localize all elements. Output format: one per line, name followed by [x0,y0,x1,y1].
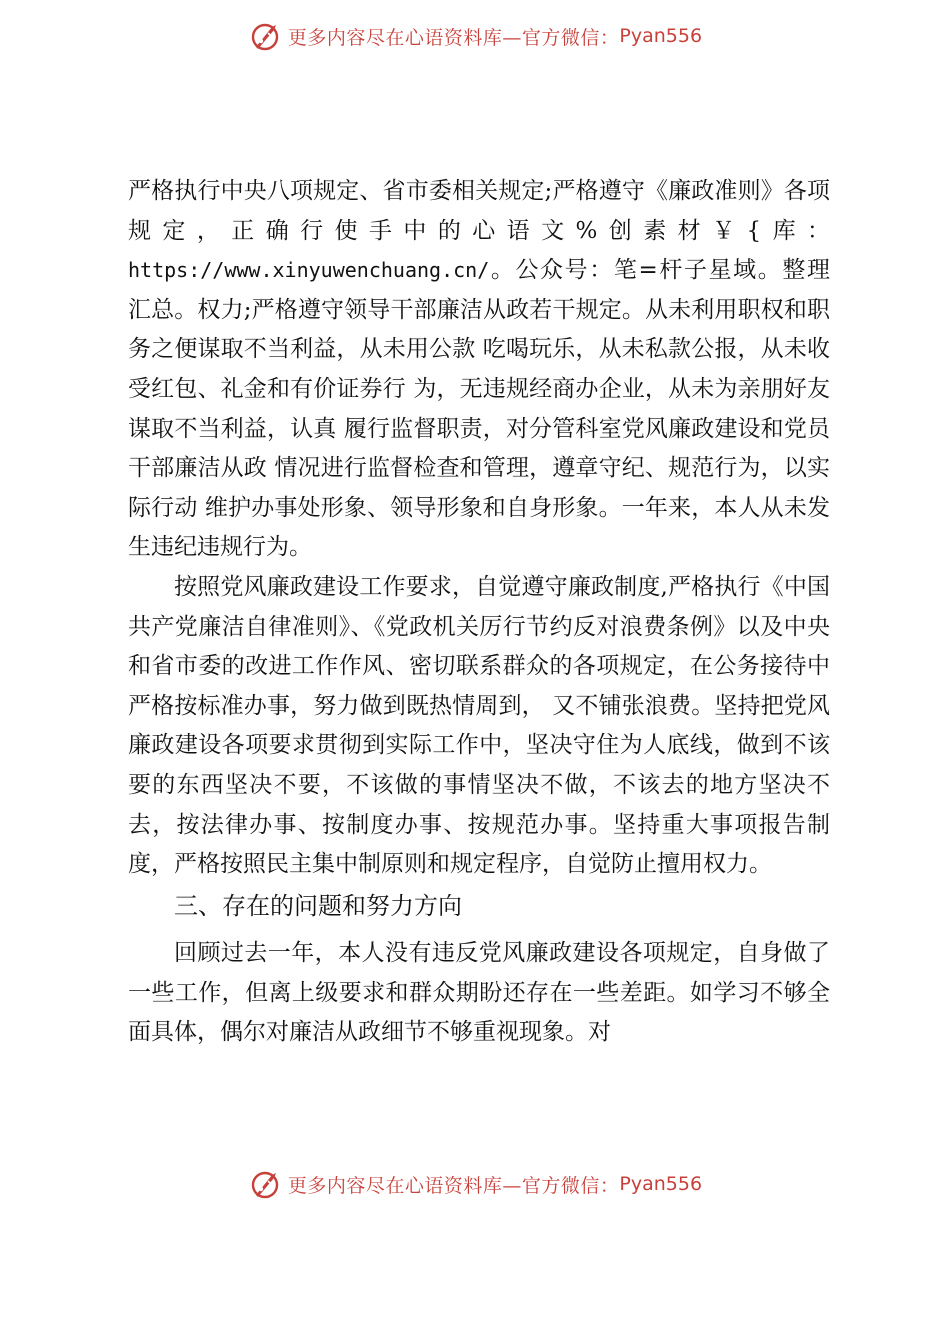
paragraph-3: 回顾过去一年，本人没有违反党风廉政建设各项规定，自身做了一些工作，但离上级要求和群众期盼还存在一些差距。如学习不够全面具体，偶尔对廉洁从政细节不够重视现象。对 [128,940,830,1046]
section-heading-3: 三、存在的问题和努力方向 [174,891,462,920]
banner-wechat-id: Pyan556 [619,1173,703,1195]
banner-text: 更多内容尽在心语资料库—官方微信： [287,1174,620,1197]
paragraph-1 [128,172,830,568]
header-banner [0,16,950,56]
paragraph-2: 按照党风廉政建设工作要求，自觉遵守廉政制度,严格执行《中国共产党廉洁自律准则》、《党政机关厉行节约反对浪费条例》以及中央和省市委的改进工作作风、密切联系群众的各项规定，在公务接待中严格按标准办事，努力做到既热情周到， 又不铺张浪费。坚持把党风廉政建设各项要求贯彻到实际工作中，坚决守住为人底线，做到不该要的东西坚决不要，不该做的事情坚决不做，不该去的地方坚决不去，按法律办事、按制度办事、按规范办事。坚持重大事项报告制度，严格按照民主集中制原则和规定程序，自觉防止擅用权力。 [128,573,830,878]
document-body [128,172,830,1053]
footer-banner [0,1164,950,1204]
banner-text: 更多内容尽在心语资料库—官方微信： [287,26,620,49]
pen-nib-logo-icon [248,19,282,53]
header-banner-content [248,19,702,53]
pen-nib-logo-icon [248,1167,282,1201]
paragraph-1-text-a: 严格执行中央八项规定、省市委相关规定;严格遵守《廉政准则》各项规定，正确行使手中的心语文%创素材￥{库： [128,178,830,244]
source-url: https://www.xinyuwenchuang.cn/ [128,258,490,283]
footer-banner-content [248,1167,702,1201]
banner-wechat-id: Pyan556 [619,25,703,47]
paragraph-1-text-b: 。公众号：笔=杆子星域。整理汇总。权力;严格遵守领导干部廉洁从政若干规定。从未利用职权和职务之便谋取不当利益，从未用公款 吃喝玩乐，从未私款公报，从未收受红包、礼金和有价证券行 为，无违规经商办企业，从未为亲朋好友谋取不当利益，认真 履行监督职责，对分管科室党风廉政建设和党员干部廉洁从政 情况进行监督检查和管理，遵章守纪、规范行为，以实际行动 维护办事处形象、领导形象和自身形象。一年来，本人从未发 生违纪违规行为。 [128,257,830,561]
